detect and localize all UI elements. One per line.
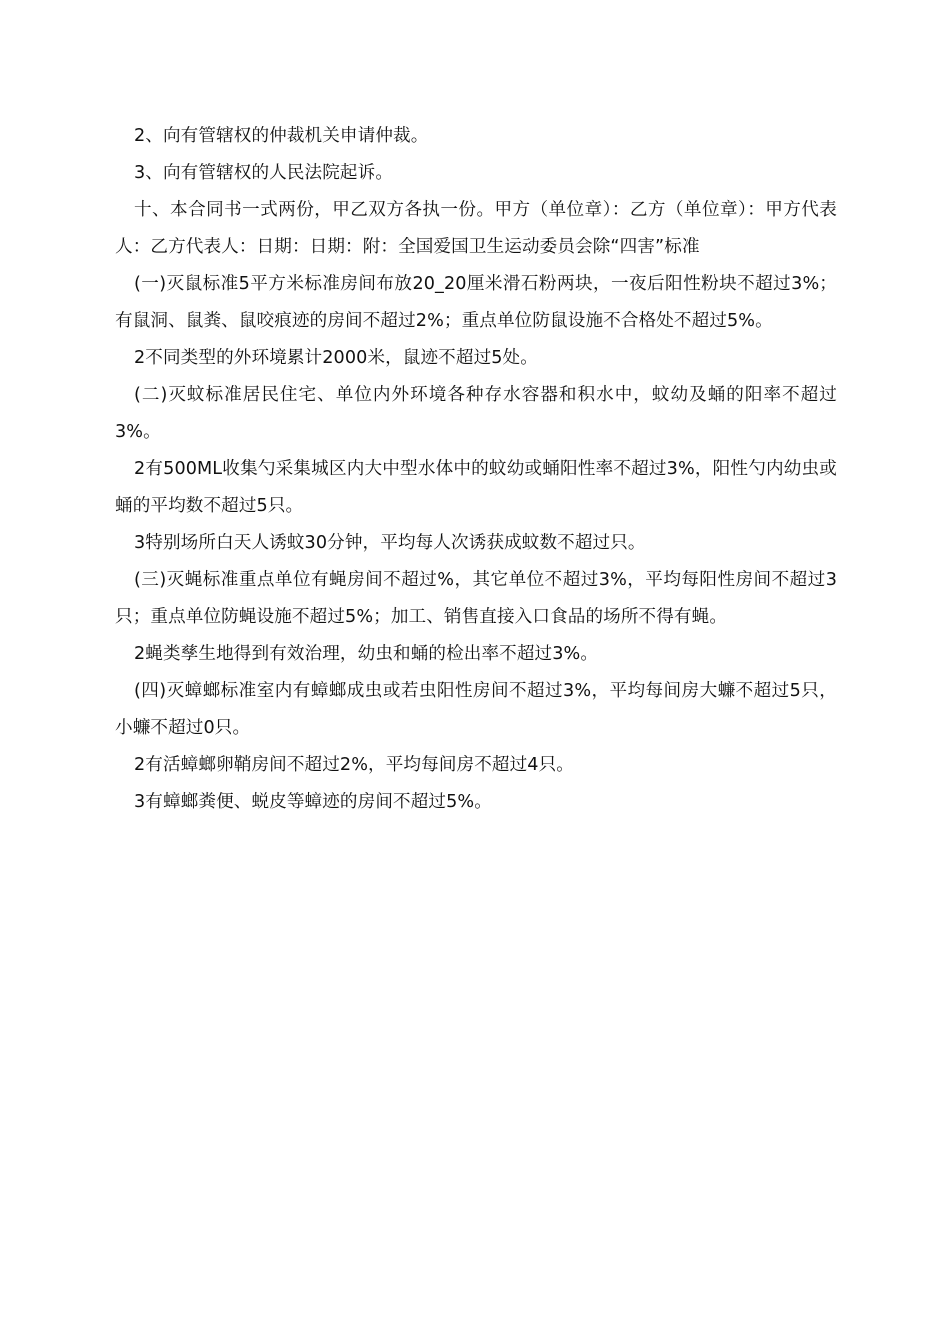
paragraph-mosquito-water: 2有500ML收集勺采集城区内大中型水体中的蚊幼或蛹阳性率不超过3%，阳性勺内幼虫或蛹的平均数不超过5只。 <box>115 459 837 516</box>
paragraph-fly-breeding: 2蝇类孳生地得到有效治理，幼虫和蛹的检出率不超过3%。 <box>134 644 599 664</box>
paragraph-cockroach-traces: 3有蟑螂粪便、蜕皮等蟑迹的房间不超过5%。 <box>134 792 492 812</box>
paragraph-rodent-outdoor: 2不同类型的外环境累计2000米，鼠迹不超过5处。 <box>134 348 538 368</box>
document-body <box>115 118 837 821</box>
paragraph-fly-standard: (三)灭蝇标准重点单位有蝇房间不超过%，其它单位不超过3%，平均每阳性房间不超过3只；重点单位防蝇设施不超过5%；加工、销售直接入口食品的场所不得有蝇。 <box>115 570 837 627</box>
paragraph-court: 3、向有管辖权的人民法院起诉。 <box>134 163 394 183</box>
paragraph-rodent-standard: (一)灭鼠标准5平方米标准房间布放20_20厘米滑石粉两块，一夜后阳性粉块不超过3%；有鼠洞、鼠粪、鼠咬痕迹的房间不超过2%；重点单位防鼠设施不合格处不超过5%。 <box>115 274 837 331</box>
paragraph-arbitration: 2、向有管辖权的仲裁机关申请仲裁。 <box>134 126 429 146</box>
paragraph-cockroach-standard: (四)灭蟑螂标准室内有蟑螂成虫或若虫阳性房间不超过3%，平均每间房大蠊不超过5只，小蠊不超过0只。 <box>115 681 837 738</box>
paragraph-mosquito-standard: (二)灭蚊标准居民住宅、单位内外环境各种存水容器和积水中，蚊幼及蛹的阳率不超过3%。 <box>115 385 837 442</box>
paragraph-contract-copies: 十、本合同书一式两份，甲乙双方各执一份。甲方（单位章）：乙方（单位章）：甲方代表人：乙方代表人：日期：日期：附：全国爱国卫生运动委员会除“四害”标准 <box>115 200 837 257</box>
paragraph-cockroach-eggs: 2有活蟑螂卵鞘房间不超过2%，平均每间房不超过4只。 <box>134 755 574 775</box>
paragraph-mosquito-special: 3特别场所白天人诱蚊30分钟，平均每人次诱获成蚊数不超过只。 <box>134 533 646 553</box>
